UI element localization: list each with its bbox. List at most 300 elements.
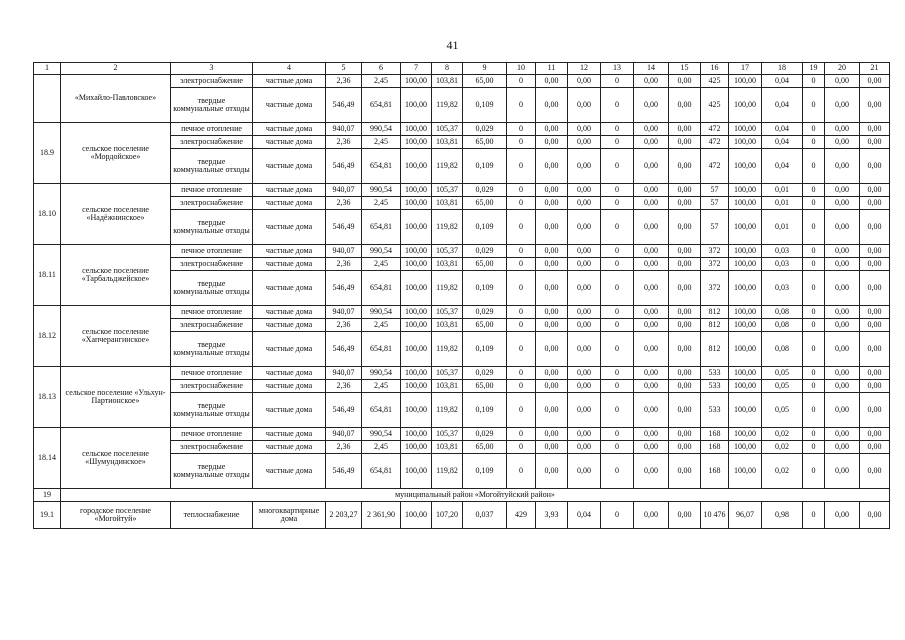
row-number-cell: 18.12	[34, 306, 61, 367]
value-cell: 0,00	[825, 393, 860, 428]
value-cell: 0	[803, 197, 825, 210]
value-cell: 0,00	[825, 441, 860, 454]
value-cell: 100,00	[401, 306, 432, 319]
column-header-14: 14	[634, 63, 669, 75]
value-cell: 0,00	[568, 441, 601, 454]
value-cell: 0,00	[634, 75, 669, 88]
housing-type-cell: частные дома	[253, 428, 326, 441]
value-cell: 0,00	[634, 441, 669, 454]
value-cell: 0	[803, 380, 825, 393]
value-cell: 0	[507, 75, 536, 88]
value-cell: 2,45	[362, 380, 401, 393]
value-cell: 0,00	[536, 210, 568, 245]
service-cell: твердые коммунальные отходы	[171, 210, 253, 245]
value-cell: 96,07	[729, 502, 762, 529]
column-header-12: 12	[568, 63, 601, 75]
value-cell: 100,00	[401, 393, 432, 428]
value-cell: 0,00	[825, 184, 860, 197]
value-cell: 0,00	[669, 306, 701, 319]
value-cell: 654,81	[362, 149, 401, 184]
value-cell: 533	[701, 367, 729, 380]
value-cell: 100,00	[729, 245, 762, 258]
service-cell: электроснабжение	[171, 319, 253, 332]
value-cell: 0,02	[762, 454, 803, 489]
value-cell: 0,00	[536, 75, 568, 88]
value-cell: 0,05	[762, 380, 803, 393]
value-cell: 0,037	[463, 502, 507, 529]
value-cell: 940,07	[326, 306, 362, 319]
service-cell: твердые коммунальные отходы	[171, 149, 253, 184]
housing-type-cell: частные дома	[253, 441, 326, 454]
value-cell: 0,00	[860, 210, 890, 245]
value-cell: 0	[507, 319, 536, 332]
service-cell: твердые коммунальные отходы	[171, 271, 253, 306]
value-cell: 0	[601, 123, 634, 136]
value-cell: 0	[601, 258, 634, 271]
column-header-3: 3	[171, 63, 253, 75]
value-cell: 100,00	[729, 258, 762, 271]
row-number-cell: 18.10	[34, 184, 61, 245]
value-cell: 0,00	[634, 306, 669, 319]
value-cell: 0,00	[634, 88, 669, 123]
value-cell: 0	[601, 393, 634, 428]
value-cell: 0,00	[669, 149, 701, 184]
value-cell: 65,00	[463, 319, 507, 332]
service-cell: электроснабжение	[171, 258, 253, 271]
settlement-name-cell: сельское поселение «Хапчерангинское»	[61, 306, 171, 367]
value-cell: 0,08	[762, 319, 803, 332]
value-cell: 0,00	[536, 332, 568, 367]
value-cell: 100,00	[401, 210, 432, 245]
value-cell: 0	[803, 428, 825, 441]
value-cell: 0,00	[669, 393, 701, 428]
value-cell: 0,00	[536, 319, 568, 332]
value-cell: 990,54	[362, 123, 401, 136]
value-cell: 0	[507, 428, 536, 441]
value-cell: 2,45	[362, 197, 401, 210]
value-cell: 0	[601, 184, 634, 197]
value-cell: 0,02	[762, 428, 803, 441]
table-row	[34, 245, 890, 258]
value-cell: 0,03	[762, 271, 803, 306]
value-cell: 100,00	[401, 441, 432, 454]
value-cell: 0,00	[634, 184, 669, 197]
value-cell: 546,49	[326, 210, 362, 245]
value-cell: 0	[507, 136, 536, 149]
value-cell: 0,00	[669, 271, 701, 306]
value-cell: 546,49	[326, 149, 362, 184]
value-cell: 0,03	[762, 245, 803, 258]
value-cell: 100,00	[729, 454, 762, 489]
value-cell: 0,109	[463, 271, 507, 306]
value-cell: 0,00	[568, 380, 601, 393]
value-cell: 0	[601, 210, 634, 245]
value-cell: 0,00	[634, 271, 669, 306]
value-cell: 0,00	[860, 502, 890, 529]
service-cell: твердые коммунальные отходы	[171, 454, 253, 489]
value-cell: 0	[803, 88, 825, 123]
value-cell: 0,00	[568, 149, 601, 184]
value-cell: 0,00	[568, 184, 601, 197]
value-cell: 0,00	[825, 149, 860, 184]
settlement-name-cell: городское поселение «Могойтуй»	[61, 502, 171, 529]
value-cell: 0,00	[669, 75, 701, 88]
value-cell: 100,00	[729, 428, 762, 441]
value-cell: 0,04	[762, 149, 803, 184]
value-cell: 0,00	[568, 319, 601, 332]
value-cell: 0,05	[762, 393, 803, 428]
value-cell: 0	[507, 367, 536, 380]
value-cell: 0	[803, 454, 825, 489]
value-cell: 990,54	[362, 367, 401, 380]
value-cell: 0,109	[463, 454, 507, 489]
value-cell: 0,00	[860, 149, 890, 184]
value-cell: 0	[601, 136, 634, 149]
value-cell: 0	[507, 197, 536, 210]
value-cell: 0	[803, 123, 825, 136]
value-cell: 0,00	[536, 367, 568, 380]
value-cell: 0,00	[860, 245, 890, 258]
housing-type-cell: частные дома	[253, 197, 326, 210]
value-cell: 812	[701, 319, 729, 332]
value-cell: 0,00	[825, 380, 860, 393]
value-cell: 100,00	[401, 367, 432, 380]
column-header-9: 9	[463, 63, 507, 75]
value-cell: 0	[803, 210, 825, 245]
value-cell: 100,00	[401, 319, 432, 332]
value-cell: 0,00	[825, 75, 860, 88]
value-cell: 100,00	[729, 184, 762, 197]
column-header-11: 11	[536, 63, 568, 75]
value-cell: 100,00	[401, 428, 432, 441]
value-cell: 2,45	[362, 258, 401, 271]
value-cell: 0,00	[669, 454, 701, 489]
value-cell: 0,00	[634, 258, 669, 271]
value-cell: 0	[507, 393, 536, 428]
column-header-8: 8	[432, 63, 463, 75]
value-cell: 0,08	[762, 332, 803, 367]
value-cell: 105,37	[432, 367, 463, 380]
value-cell: 0	[601, 441, 634, 454]
value-cell: 100,00	[729, 271, 762, 306]
value-cell: 2 361,90	[362, 502, 401, 529]
value-cell: 0,00	[860, 454, 890, 489]
value-cell: 168	[701, 454, 729, 489]
value-cell: 0,00	[669, 123, 701, 136]
value-cell: 0,00	[536, 306, 568, 319]
value-cell: 0,00	[825, 332, 860, 367]
value-cell: 0,04	[762, 123, 803, 136]
value-cell: 0,00	[825, 245, 860, 258]
value-cell: 0,00	[536, 441, 568, 454]
value-cell: 0,04	[568, 502, 601, 529]
table-body	[34, 63, 890, 529]
value-cell: 168	[701, 428, 729, 441]
value-cell: 0,04	[762, 75, 803, 88]
value-cell: 0	[803, 245, 825, 258]
value-cell: 0,08	[762, 306, 803, 319]
value-cell: 2,36	[326, 380, 362, 393]
housing-type-cell: частные дома	[253, 123, 326, 136]
value-cell: 100,00	[401, 502, 432, 529]
value-cell: 0,109	[463, 332, 507, 367]
value-cell: 0,00	[568, 123, 601, 136]
service-cell: печное отопление	[171, 306, 253, 319]
value-cell: 0	[803, 502, 825, 529]
service-cell: твердые коммунальные отходы	[171, 393, 253, 428]
value-cell: 0,00	[536, 454, 568, 489]
service-cell: печное отопление	[171, 245, 253, 258]
value-cell: 812	[701, 332, 729, 367]
value-cell: 100,00	[729, 136, 762, 149]
value-cell: 0,00	[860, 136, 890, 149]
value-cell: 940,07	[326, 367, 362, 380]
value-cell: 119,82	[432, 210, 463, 245]
value-cell: 100,00	[401, 197, 432, 210]
value-cell: 0	[601, 332, 634, 367]
value-cell: 103,81	[432, 75, 463, 88]
settlement-name-cell: «Михайло-Павловское»	[61, 75, 171, 123]
value-cell: 0	[507, 441, 536, 454]
value-cell: 0,00	[825, 271, 860, 306]
value-cell: 119,82	[432, 149, 463, 184]
value-cell: 119,82	[432, 332, 463, 367]
housing-type-cell: частные дома	[253, 184, 326, 197]
value-cell: 2,45	[362, 441, 401, 454]
value-cell: 425	[701, 75, 729, 88]
value-cell: 100,00	[729, 197, 762, 210]
value-cell: 100,00	[401, 258, 432, 271]
housing-type-cell: частные дома	[253, 393, 326, 428]
value-cell: 0,00	[860, 197, 890, 210]
value-cell: 0,029	[463, 367, 507, 380]
value-cell: 0,00	[568, 428, 601, 441]
value-cell: 533	[701, 380, 729, 393]
value-cell: 0,00	[860, 380, 890, 393]
value-cell: 0,00	[634, 367, 669, 380]
value-cell: 0,00	[568, 367, 601, 380]
value-cell: 0,00	[536, 271, 568, 306]
value-cell: 0,00	[634, 393, 669, 428]
value-cell: 0,00	[669, 258, 701, 271]
column-header-4: 4	[253, 63, 326, 75]
value-cell: 0,02	[762, 441, 803, 454]
value-cell: 940,07	[326, 184, 362, 197]
value-cell: 103,81	[432, 380, 463, 393]
settlement-name-cell: сельское поселение «Шумундинское»	[61, 428, 171, 489]
value-cell: 0,00	[825, 136, 860, 149]
value-cell: 0,03	[762, 258, 803, 271]
value-cell: 103,81	[432, 319, 463, 332]
service-cell: электроснабжение	[171, 136, 253, 149]
value-cell: 0	[601, 319, 634, 332]
housing-type-cell: частные дома	[253, 149, 326, 184]
value-cell: 105,37	[432, 428, 463, 441]
value-cell: 10 476	[701, 502, 729, 529]
value-cell: 0,00	[634, 245, 669, 258]
value-cell: 0,00	[825, 88, 860, 123]
value-cell: 119,82	[432, 454, 463, 489]
value-cell: 0,00	[634, 380, 669, 393]
service-cell: электроснабжение	[171, 441, 253, 454]
value-cell: 0	[601, 502, 634, 529]
value-cell: 0,00	[634, 136, 669, 149]
value-cell: 0,00	[825, 428, 860, 441]
service-cell: печное отопление	[171, 123, 253, 136]
table-row	[34, 123, 890, 136]
value-cell: 0,00	[568, 197, 601, 210]
value-cell: 0	[601, 271, 634, 306]
value-cell: 2,36	[326, 75, 362, 88]
value-cell: 546,49	[326, 393, 362, 428]
housing-type-cell: частные дома	[253, 319, 326, 332]
value-cell: 0	[601, 428, 634, 441]
settlement-name-cell: сельское поселение «Тарбальджейское»	[61, 245, 171, 306]
housing-type-cell: частные дома	[253, 332, 326, 367]
value-cell: 57	[701, 210, 729, 245]
service-cell: печное отопление	[171, 367, 253, 380]
value-cell: 100,00	[729, 332, 762, 367]
value-cell: 0,00	[860, 184, 890, 197]
value-cell: 990,54	[362, 428, 401, 441]
value-cell: 0,00	[634, 454, 669, 489]
value-cell: 105,37	[432, 123, 463, 136]
value-cell: 0,00	[669, 367, 701, 380]
value-cell: 0	[601, 75, 634, 88]
housing-type-cell: частные дома	[253, 380, 326, 393]
value-cell: 65,00	[463, 75, 507, 88]
value-cell: 103,81	[432, 197, 463, 210]
value-cell: 0	[803, 271, 825, 306]
column-header-7: 7	[401, 63, 432, 75]
value-cell: 0,00	[568, 88, 601, 123]
data-table	[33, 62, 890, 529]
value-cell: 105,37	[432, 306, 463, 319]
value-cell: 472	[701, 149, 729, 184]
value-cell: 546,49	[326, 454, 362, 489]
value-cell: 100,00	[729, 75, 762, 88]
table-row	[34, 502, 890, 529]
value-cell: 0	[803, 258, 825, 271]
value-cell: 0	[507, 380, 536, 393]
value-cell: 100,00	[729, 380, 762, 393]
value-cell: 940,07	[326, 123, 362, 136]
column-header-18: 18	[762, 63, 803, 75]
value-cell: 425	[701, 88, 729, 123]
header-row	[34, 63, 890, 75]
service-cell: твердые коммунальные отходы	[171, 332, 253, 367]
value-cell: 0,00	[860, 428, 890, 441]
value-cell: 2,36	[326, 258, 362, 271]
value-cell: 0,00	[860, 123, 890, 136]
value-cell: 0,05	[762, 367, 803, 380]
value-cell: 0	[601, 88, 634, 123]
value-cell: 3,93	[536, 502, 568, 529]
value-cell: 100,00	[401, 88, 432, 123]
housing-type-cell: частные дома	[253, 306, 326, 319]
value-cell: 0,00	[634, 149, 669, 184]
value-cell: 100,00	[729, 441, 762, 454]
value-cell: 654,81	[362, 210, 401, 245]
value-cell: 0,00	[568, 75, 601, 88]
value-cell: 0,00	[860, 367, 890, 380]
value-cell: 100,00	[729, 210, 762, 245]
value-cell: 0,00	[669, 441, 701, 454]
row-number-cell: 18.14	[34, 428, 61, 489]
value-cell: 372	[701, 258, 729, 271]
housing-type-cell: частные дома	[253, 136, 326, 149]
value-cell: 0	[601, 245, 634, 258]
value-cell: 65,00	[463, 380, 507, 393]
value-cell: 0,00	[536, 258, 568, 271]
value-cell: 0,00	[536, 123, 568, 136]
value-cell: 429	[507, 502, 536, 529]
value-cell: 0,00	[669, 88, 701, 123]
value-cell: 654,81	[362, 393, 401, 428]
value-cell: 0,00	[669, 136, 701, 149]
value-cell: 0,00	[536, 149, 568, 184]
value-cell: 0,00	[825, 306, 860, 319]
housing-type-cell: частные дома	[253, 245, 326, 258]
value-cell: 0	[803, 441, 825, 454]
value-cell: 0	[803, 75, 825, 88]
table-row	[34, 306, 890, 319]
row-number-cell: 18.9	[34, 123, 61, 184]
value-cell: 0	[803, 332, 825, 367]
value-cell: 0,00	[568, 454, 601, 489]
value-cell: 105,37	[432, 184, 463, 197]
value-cell: 0,00	[860, 441, 890, 454]
service-cell: печное отопление	[171, 184, 253, 197]
value-cell: 0	[803, 306, 825, 319]
value-cell: 812	[701, 306, 729, 319]
column-header-10: 10	[507, 63, 536, 75]
value-cell: 0	[507, 123, 536, 136]
value-cell: 2 203,27	[326, 502, 362, 529]
column-header-2: 2	[61, 63, 171, 75]
value-cell: 0,00	[568, 393, 601, 428]
value-cell: 0	[803, 184, 825, 197]
housing-type-cell: многоквартирные дома	[253, 502, 326, 529]
value-cell: 654,81	[362, 271, 401, 306]
value-cell: 0	[601, 306, 634, 319]
value-cell: 546,49	[326, 332, 362, 367]
table-row	[34, 75, 890, 88]
housing-type-cell: частные дома	[253, 454, 326, 489]
value-cell: 100,00	[729, 306, 762, 319]
value-cell: 65,00	[463, 258, 507, 271]
value-cell: 2,45	[362, 319, 401, 332]
value-cell: 100,00	[729, 88, 762, 123]
row-number-cell: 18.13	[34, 367, 61, 428]
column-header-19: 19	[803, 63, 825, 75]
value-cell: 65,00	[463, 441, 507, 454]
value-cell: 372	[701, 271, 729, 306]
value-cell: 0,00	[669, 502, 701, 529]
value-cell: 0,029	[463, 123, 507, 136]
service-cell: твердые коммунальные отходы	[171, 88, 253, 123]
settlement-name-cell: сельское поселение «Мордойское»	[61, 123, 171, 184]
section-row	[34, 489, 890, 502]
value-cell: 0	[507, 306, 536, 319]
value-cell: 0,00	[860, 332, 890, 367]
value-cell: 654,81	[362, 332, 401, 367]
value-cell: 0,029	[463, 245, 507, 258]
value-cell: 0	[507, 88, 536, 123]
value-cell: 103,81	[432, 136, 463, 149]
table-row	[34, 428, 890, 441]
value-cell: 2,36	[326, 441, 362, 454]
